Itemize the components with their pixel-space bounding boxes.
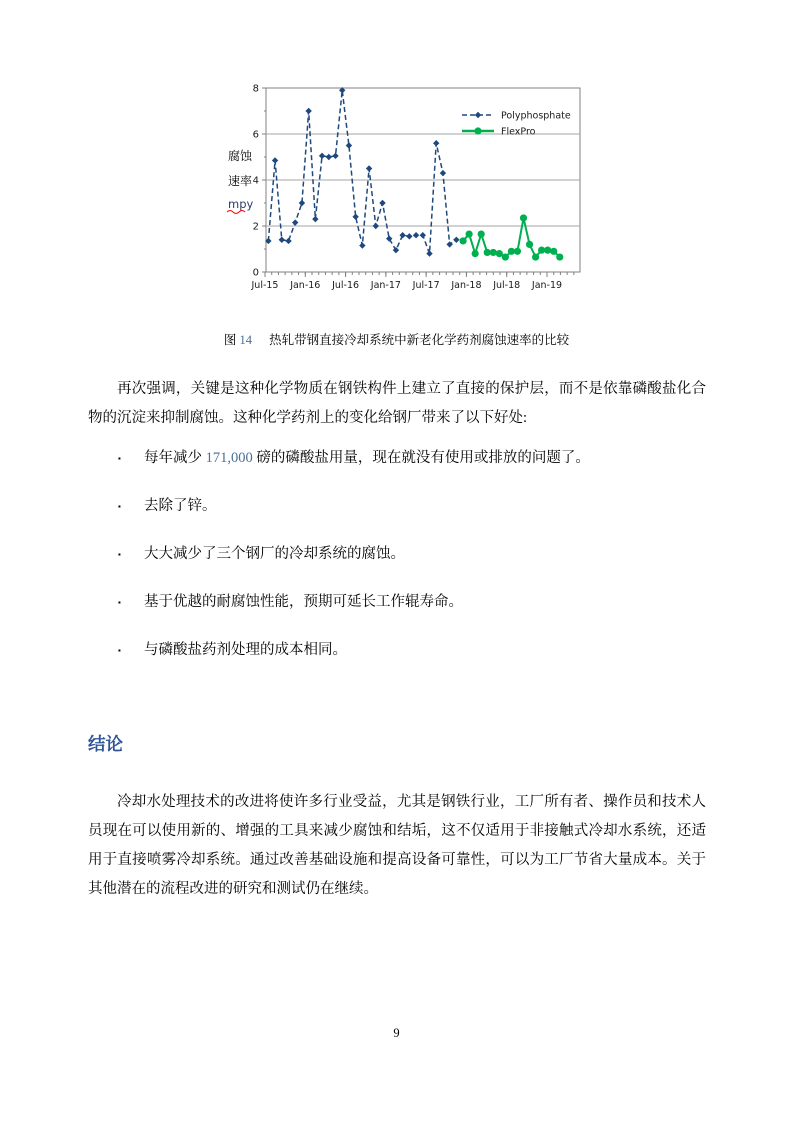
- benefits-bullet-list: [118, 448, 693, 688]
- caption-label: 图: [223, 333, 237, 347]
- caption-number: 14: [239, 333, 252, 347]
- y-axis-label-line2: 速率: [228, 174, 253, 188]
- bullet-text: 大大减少了三个钢厂的冷却系统的腐蚀。: [144, 546, 405, 562]
- bullet-marker: ▪: [118, 550, 121, 559]
- svg-text:Jul-16: Jul-16: [332, 280, 360, 291]
- svg-text:Jan-16: Jan-16: [290, 280, 321, 291]
- intro-paragraph: 再次强调，关键是这种化学物质在钢铁构件上建立了直接的保护层，而不是依靠磷酸盐化合物的沉淀来抑制腐蚀。这种化学药剂上的变化给钢厂带来了以下好处:: [88, 381, 706, 426]
- y-axis-unit-label: mpy: [228, 197, 254, 211]
- field-value: 171,000: [205, 450, 253, 466]
- svg-text:Jan-17: Jan-17: [370, 280, 401, 291]
- svg-text:Jul-15: Jul-15: [251, 280, 279, 291]
- conclusion-heading: 结论: [88, 734, 123, 754]
- y-axis-label-line1: 腐蚀: [228, 149, 253, 163]
- bullet-marker: ▪: [118, 646, 121, 655]
- svg-text:Jul-17: Jul-17: [412, 280, 440, 291]
- svg-text:6: 6: [252, 129, 259, 141]
- svg-text:Jan-18: Jan-18: [451, 280, 482, 291]
- bullet-item: [118, 640, 693, 661]
- caption-text: 热轧带钢直接冷却系统中新老化学药剂腐蚀速率的比较: [269, 333, 570, 347]
- bullet-text: 与磷酸盐药剂处理的成本相同。: [144, 642, 347, 658]
- page-number: 9: [393, 1026, 400, 1040]
- corrosion-chart-svg: [218, 78, 588, 293]
- svg-text:0: 0: [252, 267, 259, 279]
- bullet-item: [118, 592, 693, 613]
- plot-area: [251, 84, 580, 292]
- bullet-text: 去除了锌。: [144, 498, 217, 514]
- svg-text:8: 8: [252, 83, 259, 95]
- svg-text:Polyphosphate: Polyphosphate: [501, 110, 571, 122]
- bullet-item: [118, 496, 693, 517]
- bullet-marker: ▪: [118, 454, 121, 463]
- bullet-marker: ▪: [118, 598, 121, 607]
- svg-text:2: 2: [252, 221, 259, 233]
- figure-caption: [0, 330, 793, 348]
- bullet-item: [118, 448, 693, 469]
- bullet-item: [118, 544, 693, 565]
- svg-text:Jul-18: Jul-18: [493, 280, 521, 291]
- svg-text:FlexPro: FlexPro: [501, 126, 536, 138]
- svg-text:Jan-19: Jan-19: [531, 280, 563, 291]
- bullet-marker: ▪: [118, 502, 121, 511]
- bullet-text: 基于优越的耐腐蚀性能，预期可延长工作辊寿命。: [144, 594, 463, 610]
- corrosion-rate-figure: [218, 78, 588, 293]
- bullet-text: 每年减少 171,000 磅的磷酸盐用量，现在就没有使用或排放的问题了。: [144, 450, 590, 466]
- svg-text:4: 4: [252, 175, 259, 187]
- conclusion-paragraph: 冷却水处理技术的改进将使许多行业受益，尤其是钢铁行业，工厂所有者、操作员和技术人员现在可以使用新的、增强的工具来减少腐蚀和结垢，这不仅适用于非接触式冷却水系统，还适用于直接喷雾冷却系统。通过改善基础设施和提高设备可靠性，可以为工厂节省大量成本。关于其他潜在的流程改进的研究和测试仍在继续。: [88, 794, 706, 897]
